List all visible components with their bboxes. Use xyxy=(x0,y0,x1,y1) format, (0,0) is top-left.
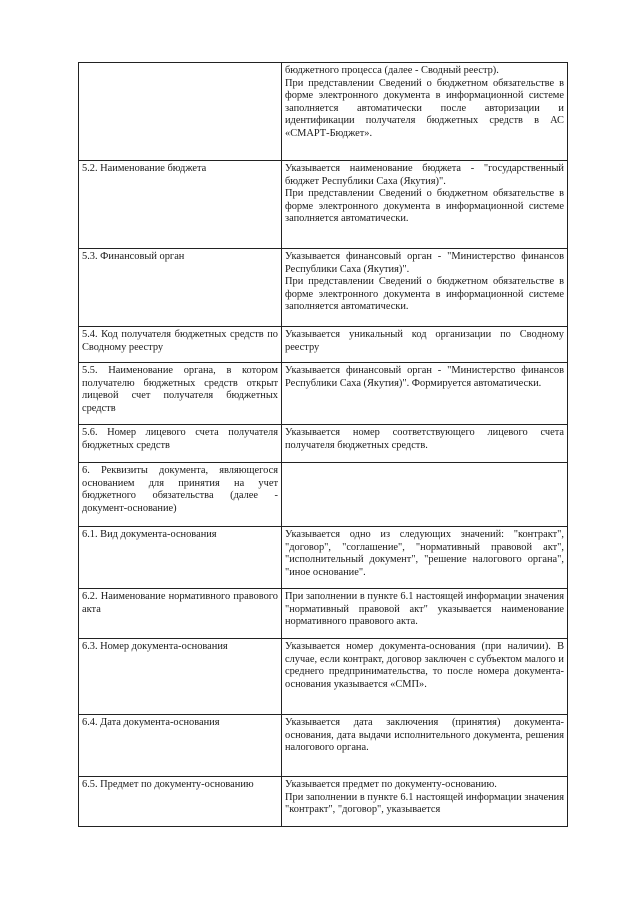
table-row xyxy=(79,63,568,161)
description-paragraph: Указывается уникальный код организации по Сводному реестру xyxy=(285,329,564,353)
table-row xyxy=(79,589,568,639)
field-name-cell: 5.3. Финансовый орган xyxy=(79,249,282,327)
description-paragraph: Указывается номер соответствующего лицевого счета получателя бюджетных средств. xyxy=(285,427,564,451)
field-description-cell xyxy=(282,639,568,715)
field-description-cell xyxy=(282,161,568,249)
field-name-cell: 5.5. Наименование органа, в котором получателю бюджетных средств открыт лицевой счет получателя бюджетных средств xyxy=(79,363,282,425)
instructions-table xyxy=(78,62,568,827)
table-row xyxy=(79,249,568,327)
table-row xyxy=(79,161,568,249)
description-paragraph: Указывается финансовый орган - "Министерство финансов Республики Саха (Якутия)". Формируется автоматически. xyxy=(285,365,564,389)
description-paragraph: Указывается номер документа-основания (при наличии). В случае, если контракт, договор заключен с субъектом малого и среднего предпринимательства, то после номера документа-основания указывается «СМП». xyxy=(285,641,564,690)
field-description-cell xyxy=(282,425,568,463)
table-row xyxy=(79,363,568,425)
description-paragraph: бюджетного процесса (далее - Сводный реестр). xyxy=(285,65,499,76)
table-row xyxy=(79,425,568,463)
field-description-cell xyxy=(282,327,568,363)
table-row xyxy=(79,715,568,777)
field-name-cell: 5.6. Номер лицевого счета получателя бюджетных средств xyxy=(79,425,282,463)
table-row xyxy=(79,463,568,527)
description-paragraph: Указывается одно из следующих значений: "контракт", "договор", "соглашение", "нормативный правовой акт", "исполнительный документ", "решение налогового органа", "иное основание". xyxy=(285,529,564,578)
field-name-cell: 6.1. Вид документа-основания xyxy=(79,527,282,589)
field-name-cell: 5.2. Наименование бюджета xyxy=(79,161,282,249)
field-name-cell: 6.2. Наименование нормативного правового акта xyxy=(79,589,282,639)
field-description-cell xyxy=(282,363,568,425)
field-name-cell xyxy=(79,63,282,161)
table-row xyxy=(79,527,568,589)
field-name-cell: 5.4. Код получателя бюджетных средств по Сводному реестру xyxy=(79,327,282,363)
description-paragraph: При представлении Сведений о бюджетном обязательстве в форме электронного документа в информационной системе заполняется автоматически после авторизации и идентификации получателя бюджетных средств в АС «СМАРТ-Бюджет». xyxy=(285,77,564,139)
table-row xyxy=(79,639,568,715)
field-description-cell xyxy=(282,527,568,589)
field-name-cell: 6.4. Дата документа-основания xyxy=(79,715,282,777)
field-description-cell xyxy=(282,463,568,527)
description-paragraph: При представлении Сведений о бюджетном обязательстве в форме электронного документа в информационной системе заполняется автоматически. xyxy=(285,276,564,313)
description-paragraph: При заполнении в пункте 6.1 настоящей информации значения "контракт", "договор", указывается xyxy=(285,791,564,816)
field-description-cell xyxy=(282,715,568,777)
field-description-cell xyxy=(282,589,568,639)
field-description-cell xyxy=(282,777,568,827)
field-description-cell xyxy=(282,63,568,161)
description-paragraph: Указывается наименование бюджета - "государственный бюджет Республики Саха (Якутия)". xyxy=(285,163,564,187)
field-name-cell: 6.3. Номер документа-основания xyxy=(79,639,282,715)
table-row xyxy=(79,327,568,363)
field-name-cell: 6.5. Предмет по документу-основанию xyxy=(79,777,282,827)
description-paragraph: При заполнении в пункте 6.1 настоящей информации значения "нормативный правовой акт" указывается наименование нормативного правового акта. xyxy=(285,591,564,628)
description-paragraph: Указывается финансовый орган - "Министерство финансов Республики Саха (Якутия)". xyxy=(285,251,564,275)
description-paragraph: При представлении Сведений о бюджетном обязательстве в форме электронного документа в информационной системе заполняется автоматически. xyxy=(285,188,564,225)
field-description-cell xyxy=(282,249,568,327)
document-page xyxy=(78,62,568,827)
field-name-cell: 6. Реквизиты документа, являющегося основанием для принятия на учет бюджетного обязательства (далее - документ-основание) xyxy=(79,463,282,527)
table-row xyxy=(79,777,568,827)
description-paragraph: Указывается дата заключения (принятия) документа-основания, дата выдачи исполнительного документа, решения налогового органа. xyxy=(285,717,564,754)
description-paragraph: Указывается предмет по документу-основанию. xyxy=(285,779,497,790)
